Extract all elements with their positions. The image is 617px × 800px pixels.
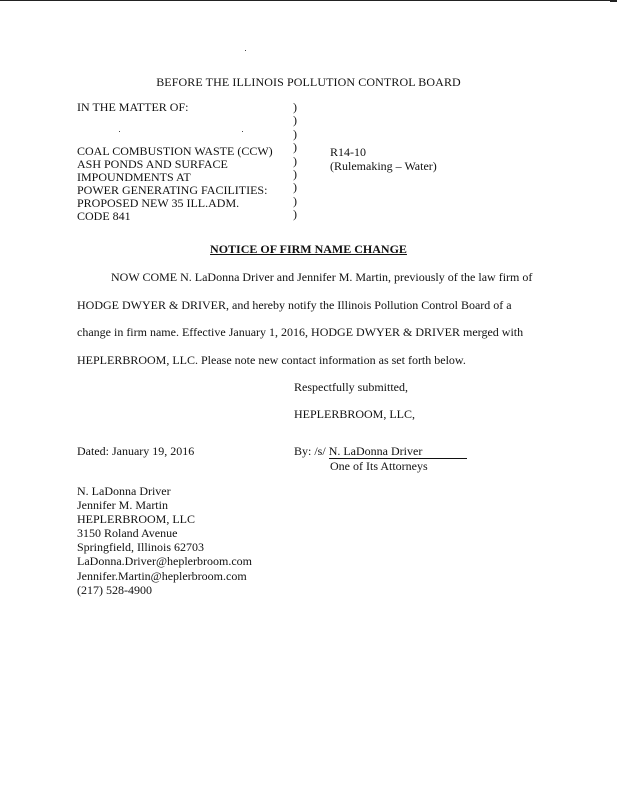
contact-email: LaDonna.Driver@heplerbroom.com bbox=[77, 554, 252, 569]
docket-number: R14-10 bbox=[330, 145, 366, 159]
caption-line bbox=[77, 127, 273, 145]
docket-type: (Rulemaking – Water) bbox=[330, 159, 437, 173]
contact-line: 3150 Roland Avenue bbox=[77, 526, 178, 541]
caption-line: IMPOUNDMENTS AT bbox=[77, 170, 191, 184]
caption-paren: ) bbox=[293, 207, 297, 222]
scan-top-border bbox=[0, 0, 617, 1]
caption-paren: ) bbox=[293, 140, 297, 155]
contact-line: N. LaDonna Driver bbox=[77, 484, 171, 498]
notice-heading: NOTICE OF FIRM NAME CHANGE bbox=[210, 242, 407, 256]
caption-paren: ) bbox=[293, 100, 297, 114]
docket-info bbox=[330, 145, 437, 173]
attorney-role: One of Its Attorneys bbox=[330, 459, 428, 473]
caption-paren: ) bbox=[293, 113, 297, 128]
caption-line: ASH PONDS AND SURFACE bbox=[77, 157, 228, 171]
contact-line: HEPLERBROOM, LLC bbox=[77, 512, 196, 527]
contact-phone: (217) 528-4900 bbox=[77, 582, 152, 597]
contact-line: Jennifer M. Martin bbox=[77, 498, 168, 513]
caption-line: IN THE MATTER OF: bbox=[77, 100, 189, 114]
contact-block bbox=[77, 484, 252, 597]
contact-email: Jennifer.Martin@heplerbroom.com bbox=[77, 568, 247, 583]
case-caption bbox=[77, 101, 273, 223]
signer-name: N. LaDonna Driver bbox=[329, 445, 467, 459]
caption-paren: ) bbox=[293, 180, 297, 195]
body-line: HEPLERBROOM, LLC. Please note new contact information as set forth below. bbox=[77, 352, 466, 367]
dated-line: Dated: January 19, 2016 bbox=[77, 444, 195, 458]
caption-parentheses bbox=[293, 101, 297, 222]
body-line: NOW COME N. LaDonna Driver and Jennifer M. Martin, previously of the law firm of bbox=[111, 270, 533, 284]
caption-line: POWER GENERATING FACILITIES: bbox=[77, 183, 268, 197]
signature-line bbox=[294, 444, 467, 459]
body-line: HODGE DWYER & DRIVER, and hereby notify the Illinois Pollution Control Board of a bbox=[77, 297, 512, 312]
caption-line: COAL COMBUSTION WASTE (CCW) bbox=[77, 144, 273, 158]
caption-line: CODE 841 bbox=[77, 209, 131, 223]
closing-text: Respectfully submitted, bbox=[294, 380, 408, 394]
scan-corner-mark bbox=[610, 0, 617, 2]
body-line: change in firm name. Effective January 1, 2016, HODGE DWYER & DRIVER merged with bbox=[77, 325, 524, 339]
contact-line: Springfield, Illinois 62703 bbox=[77, 540, 204, 555]
board-title: BEFORE THE ILLINOIS POLLUTION CONTROL BOARD bbox=[156, 75, 461, 89]
caption-paren: ) bbox=[293, 193, 297, 208]
caption-paren: ) bbox=[293, 166, 297, 181]
caption-paren: ) bbox=[293, 126, 297, 141]
notice-body bbox=[77, 264, 547, 374]
by-prefix: By: /s/ bbox=[294, 444, 329, 458]
caption-paren: ) bbox=[293, 153, 297, 168]
caption-line: PROPOSED NEW 35 ILL.ADM. bbox=[77, 196, 240, 210]
firm-name: HEPLERBROOM, LLC, bbox=[294, 407, 416, 421]
caption-line bbox=[77, 114, 273, 127]
scan-speck bbox=[245, 50, 246, 51]
